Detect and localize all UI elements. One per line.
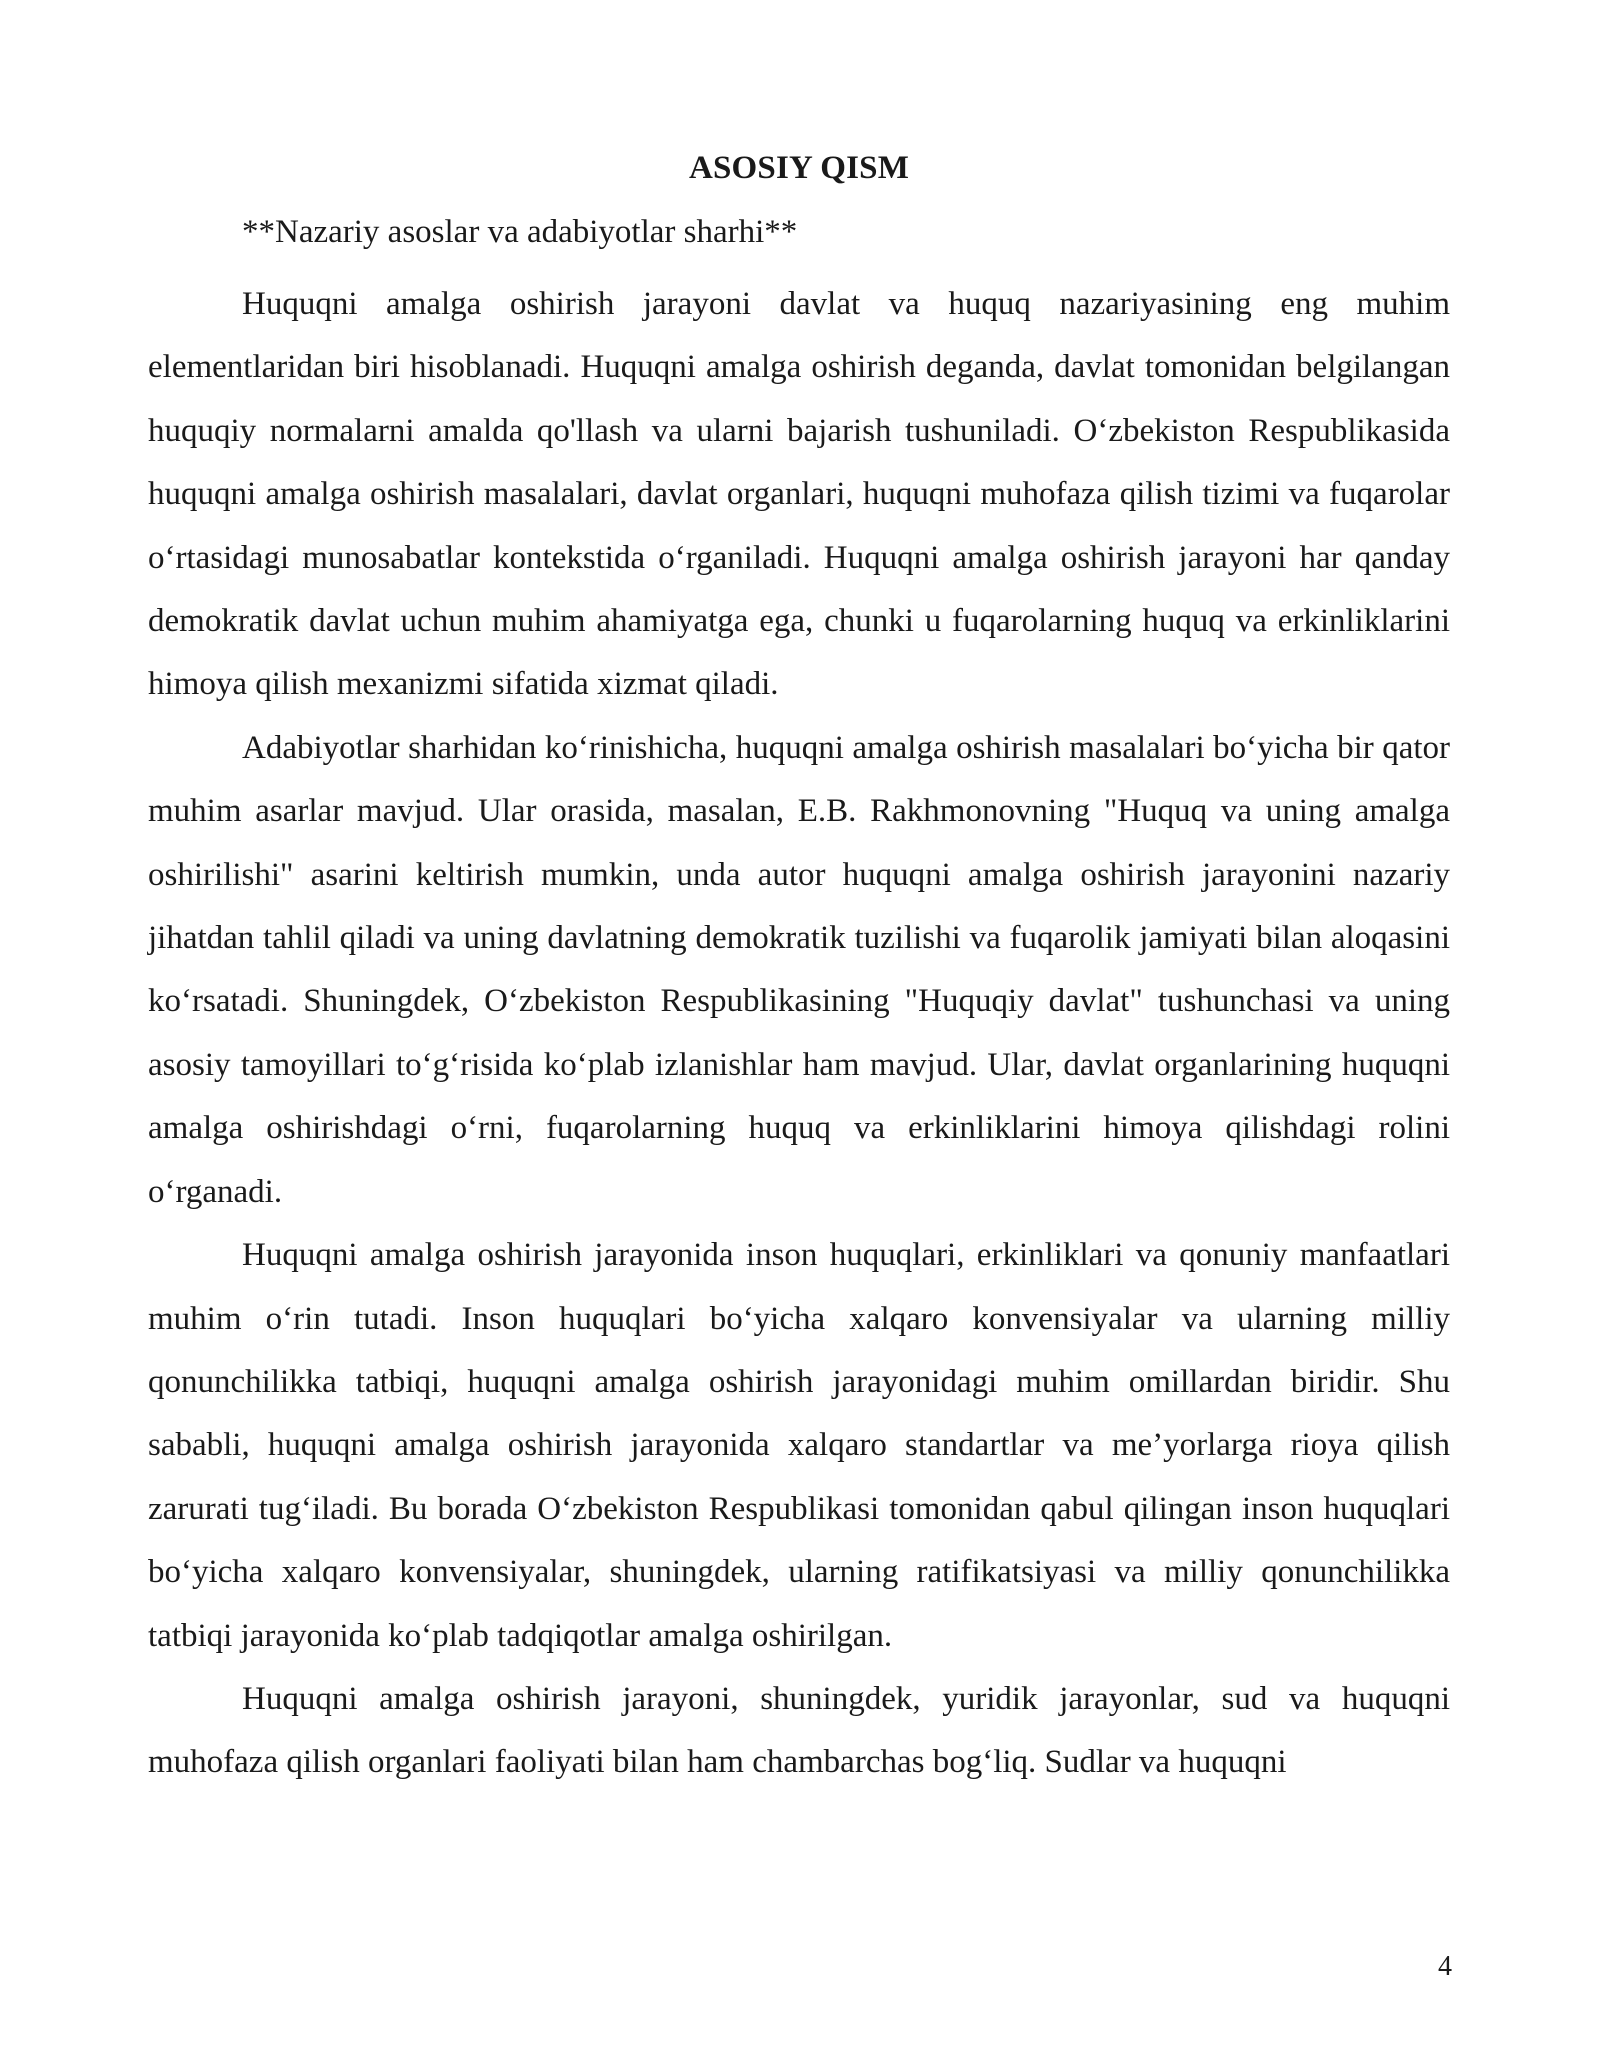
body-paragraph: Huquqni amalga oshirish jarayonida inson huquqlari, erkinliklari va qonuniy manfaatlari muhim o‘rin tutadi. Inson huquqlari bo‘yicha xalqaro konvensiyalar va ularning milliy qonunchilikka tatbiqi, huquqni amalga oshirish jarayonidagi muhim omillardan biridir. Shu sababli, huquqni amalga oshirish jarayonida xalqaro standartlar va me’yorlarga rioya qilish zarurati tug‘iladi. Bu borada O‘zbekiston Respublikasi tomonidan qabul qilingan inson huquqlari bo‘yicha xalqaro konvensiyalar, shuningdek, ularning ratifikatsiyasi va milliy qonunchilikka tatbiqi jarayonida ko‘plab tadqiqotlar amalga oshirilgan. (148, 1237, 1450, 1654)
page-content (148, 146, 1450, 1795)
body-paragraph: Huquqni amalga oshirish jarayoni davlat va huquq nazariyasining eng muhim elementlaridan biri hisoblanadi. Huquqni amalga oshirish deganda, davlat tomonidan belgilangan huquqiy normalarni amalda qo'llash va ularni bajarish tushuniladi. O‘zbekiston Respublikasida huquqni amalga oshirish masalalari, davlat organlari, huquqni muhofaza qilish tizimi va fuqarolar o‘rtasidagi munosabatlar kontekstida o‘rganiladi. Huquqni amalga oshirish jarayoni har qanday demokratik davlat uchun muhim ahamiyatga ega, chunki u fuqarolarning huquq va erkinliklarini himoya qilish mexanizmi sifatida xizmat qiladi. (148, 286, 1450, 703)
page-number: 4 (1438, 1951, 1452, 1982)
section-heading: ASOSIY QISM (688, 150, 910, 186)
body-paragraph: Huquqni amalga oshirish jarayoni, shuningdek, yuridik jarayonlar, sud va huquqni muhofaza qilish organlari faoliyati bilan ham chambarchas bog‘liq. Sudlar va huquqni (148, 1680, 1450, 1781)
section-subheading: **Nazariy asoslar va adabiyotlar sharhi** (242, 214, 798, 250)
body-paragraph: Adabiyotlar sharhidan ko‘rinishicha, huquqni amalga oshirish masalalari bo‘yicha bir qator muhim asarlar mavjud. Ular orasida, masalan, E.B. Rakhmonovning "Huquq va uning amalga oshirilishi" asarini keltirish mumkin, unda autor huquqni amalga oshirish jarayonini nazariy jihatdan tahlil qiladi va uning davlatning demokratik tuzilishi va fuqarolik jamiyati bilan aloqasini ko‘rsatadi. Shuningdek, O‘zbekiston Respublikasining "Huquqiy davlat" tushunchasi va uning asosiy tamoyillari to‘g‘risida ko‘plab izlanishlar ham mavjud. Ular, davlat organlarining huquqni amalga oshirishdagi o‘rni, fuqarolarning huquq va erkinliklarini himoya qilishdagi rolini o‘rganadi. (148, 729, 1450, 1210)
